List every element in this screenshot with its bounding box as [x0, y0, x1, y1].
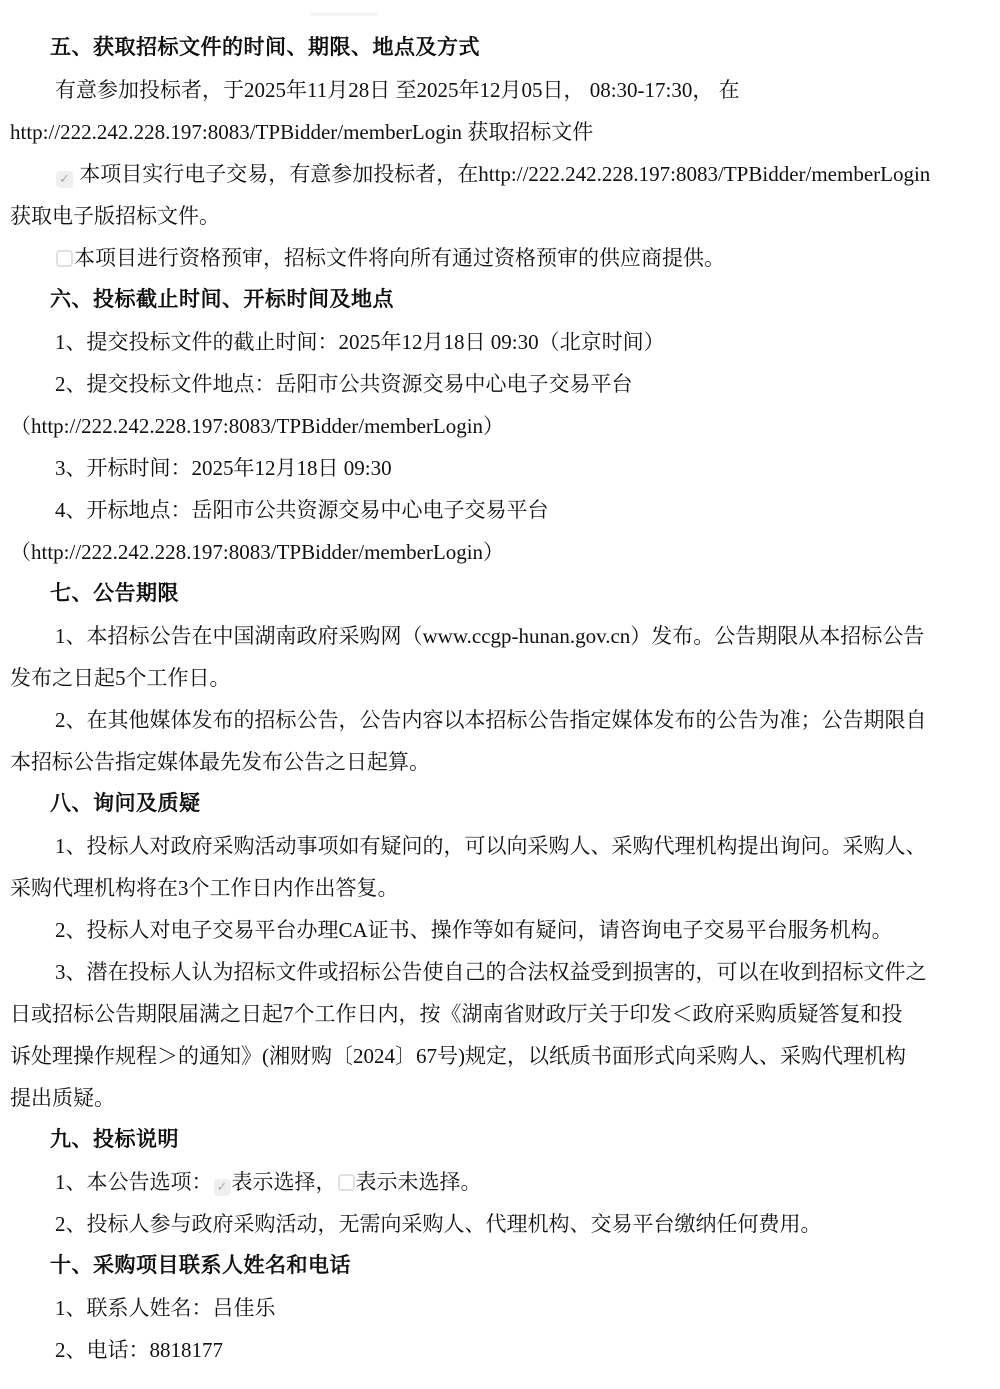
section-heading: 七、公告期限 — [50, 582, 179, 605]
checkbox-unchecked-icon — [338, 1174, 355, 1191]
text-run: 日或招标公告期限届满之日起7个工作日内，按《湖南省财政厅关于印发＜政府采购质疑答复和投 — [10, 1002, 903, 1026]
text-run: 3、开标时间：2025年12月18日 09:30 — [55, 456, 392, 480]
text-run: 1、本招标公告在中国湖南政府采购网（www.ccgp-hunan.gov.cn）发布。公告期限从本招标公告 — [55, 624, 925, 648]
paragraph-line — [10, 741, 996, 783]
text-run: 2、投标人对电子交易平台办理CA证书、操作等如有疑问，请咨询电子交易平台服务机构。 — [55, 918, 893, 942]
paragraph-line — [10, 531, 996, 573]
text-run: 诉处理操作规程＞的通知》(湘财购〔2024〕67号)规定，以纸质书面形式向采购人、采购代理机构 — [10, 1044, 906, 1068]
checkbox-checked-icon: ✓ — [214, 1179, 231, 1196]
text-run: 3、潜在投标人认为招标文件或招标公告使自己的合法权益受到损害的，可以在收到招标文件之 — [55, 960, 927, 984]
checkbox-checked-icon[interactable]: ✓ — [56, 171, 73, 188]
paragraph-line — [10, 1287, 996, 1329]
text-run: 2、提交投标文件地点：岳阳市公共资源交易中心电子交易平台 — [55, 372, 633, 396]
paragraph-line — [10, 1035, 996, 1077]
text-run: 1、投标人对政府采购活动事项如有疑问的，可以向采购人、采购代理机构提出询问。采购人、 — [55, 834, 927, 858]
text-run: （http://222.242.228.197:8083/TPBidder/memberLogin） — [10, 414, 505, 438]
paragraph-line — [10, 363, 996, 405]
text-run: （http://222.242.228.197:8083/TPBidder/memberLogin） — [10, 540, 505, 564]
paragraph-line — [10, 1203, 996, 1245]
text-run: 表示未选择。 — [355, 1170, 482, 1194]
text-run: http://222.242.228.197:8083/TPBidder/memberLogin 获取招标文件 — [10, 120, 594, 144]
paragraph-line — [10, 867, 996, 909]
paragraph-line — [10, 237, 996, 279]
paragraph-line — [10, 951, 996, 993]
paragraph-line — [10, 321, 996, 363]
paragraph-line — [10, 825, 996, 867]
paragraph-line — [10, 111, 996, 153]
text-run: 本项目实行电子交易，有意参加投标者，在http://222.242.228.197:8083/TPBidder/memberLogin — [74, 162, 931, 186]
paragraph-line — [10, 153, 996, 195]
paragraph-line — [10, 489, 996, 531]
paragraph-line — [10, 447, 996, 489]
paragraph-line — [10, 1077, 996, 1119]
section-heading: 五、获取招标文件的时间、期限、地点及方式 — [50, 36, 480, 59]
text-run: 采购代理机构将在3个工作日内作出答复。 — [10, 876, 399, 900]
text-run: 本项目进行资格预审，招标文件将向所有通过资格预审的供应商提供。 — [74, 246, 725, 270]
text-run: 2、电话：8818177 — [55, 1338, 223, 1362]
paragraph-line — [10, 699, 996, 741]
paragraph-line — [10, 909, 996, 951]
text-run: 1、本公告选项： — [55, 1170, 213, 1194]
text-run: 1、提交投标文件的截止时间：2025年12月18日 09:30（北京时间） — [55, 330, 665, 354]
paragraph-line — [10, 195, 996, 237]
paragraph-line — [10, 1329, 996, 1371]
text-run: 有意参加投标者，于2025年11月28日 至2025年12月05日， 08:30-17:30， 在 — [55, 78, 740, 102]
text-run: 本招标公告指定媒体最先发布公告之日起算。 — [10, 750, 430, 774]
section-heading: 八、询问及质疑 — [50, 792, 201, 815]
section-heading: 六、投标截止时间、开标时间及地点 — [50, 288, 394, 311]
paragraph-line — [10, 69, 996, 111]
text-run: 提出质疑。 — [10, 1086, 115, 1110]
section-heading: 十、采购项目联系人姓名和电话 — [50, 1254, 351, 1277]
text-run: 表示选择， — [231, 1170, 337, 1194]
paragraph-line — [10, 405, 996, 447]
checkbox-unchecked-icon[interactable] — [56, 250, 73, 267]
paragraph-line — [10, 993, 996, 1035]
text-run: 1、联系人姓名：吕佳乐 — [55, 1296, 276, 1320]
paragraph-line — [10, 615, 996, 657]
text-run: 发布之日起5个工作日。 — [10, 666, 231, 690]
text-run: 2、投标人参与政府采购活动，无需向采购人、代理机构、交易平台缴纳任何费用。 — [55, 1212, 822, 1236]
text-run: 2、在其他媒体发布的招标公告，公告内容以本招标公告指定媒体发布的公告为准；公告期限自 — [55, 708, 927, 732]
text-run: 4、开标地点：岳阳市公共资源交易中心电子交易平台 — [55, 498, 549, 522]
paragraph-line — [10, 1161, 996, 1203]
top-divider — [310, 13, 378, 16]
section-heading: 九、投标说明 — [50, 1128, 179, 1151]
paragraph-line — [10, 657, 996, 699]
text-run: 获取电子版招标文件。 — [10, 204, 220, 228]
